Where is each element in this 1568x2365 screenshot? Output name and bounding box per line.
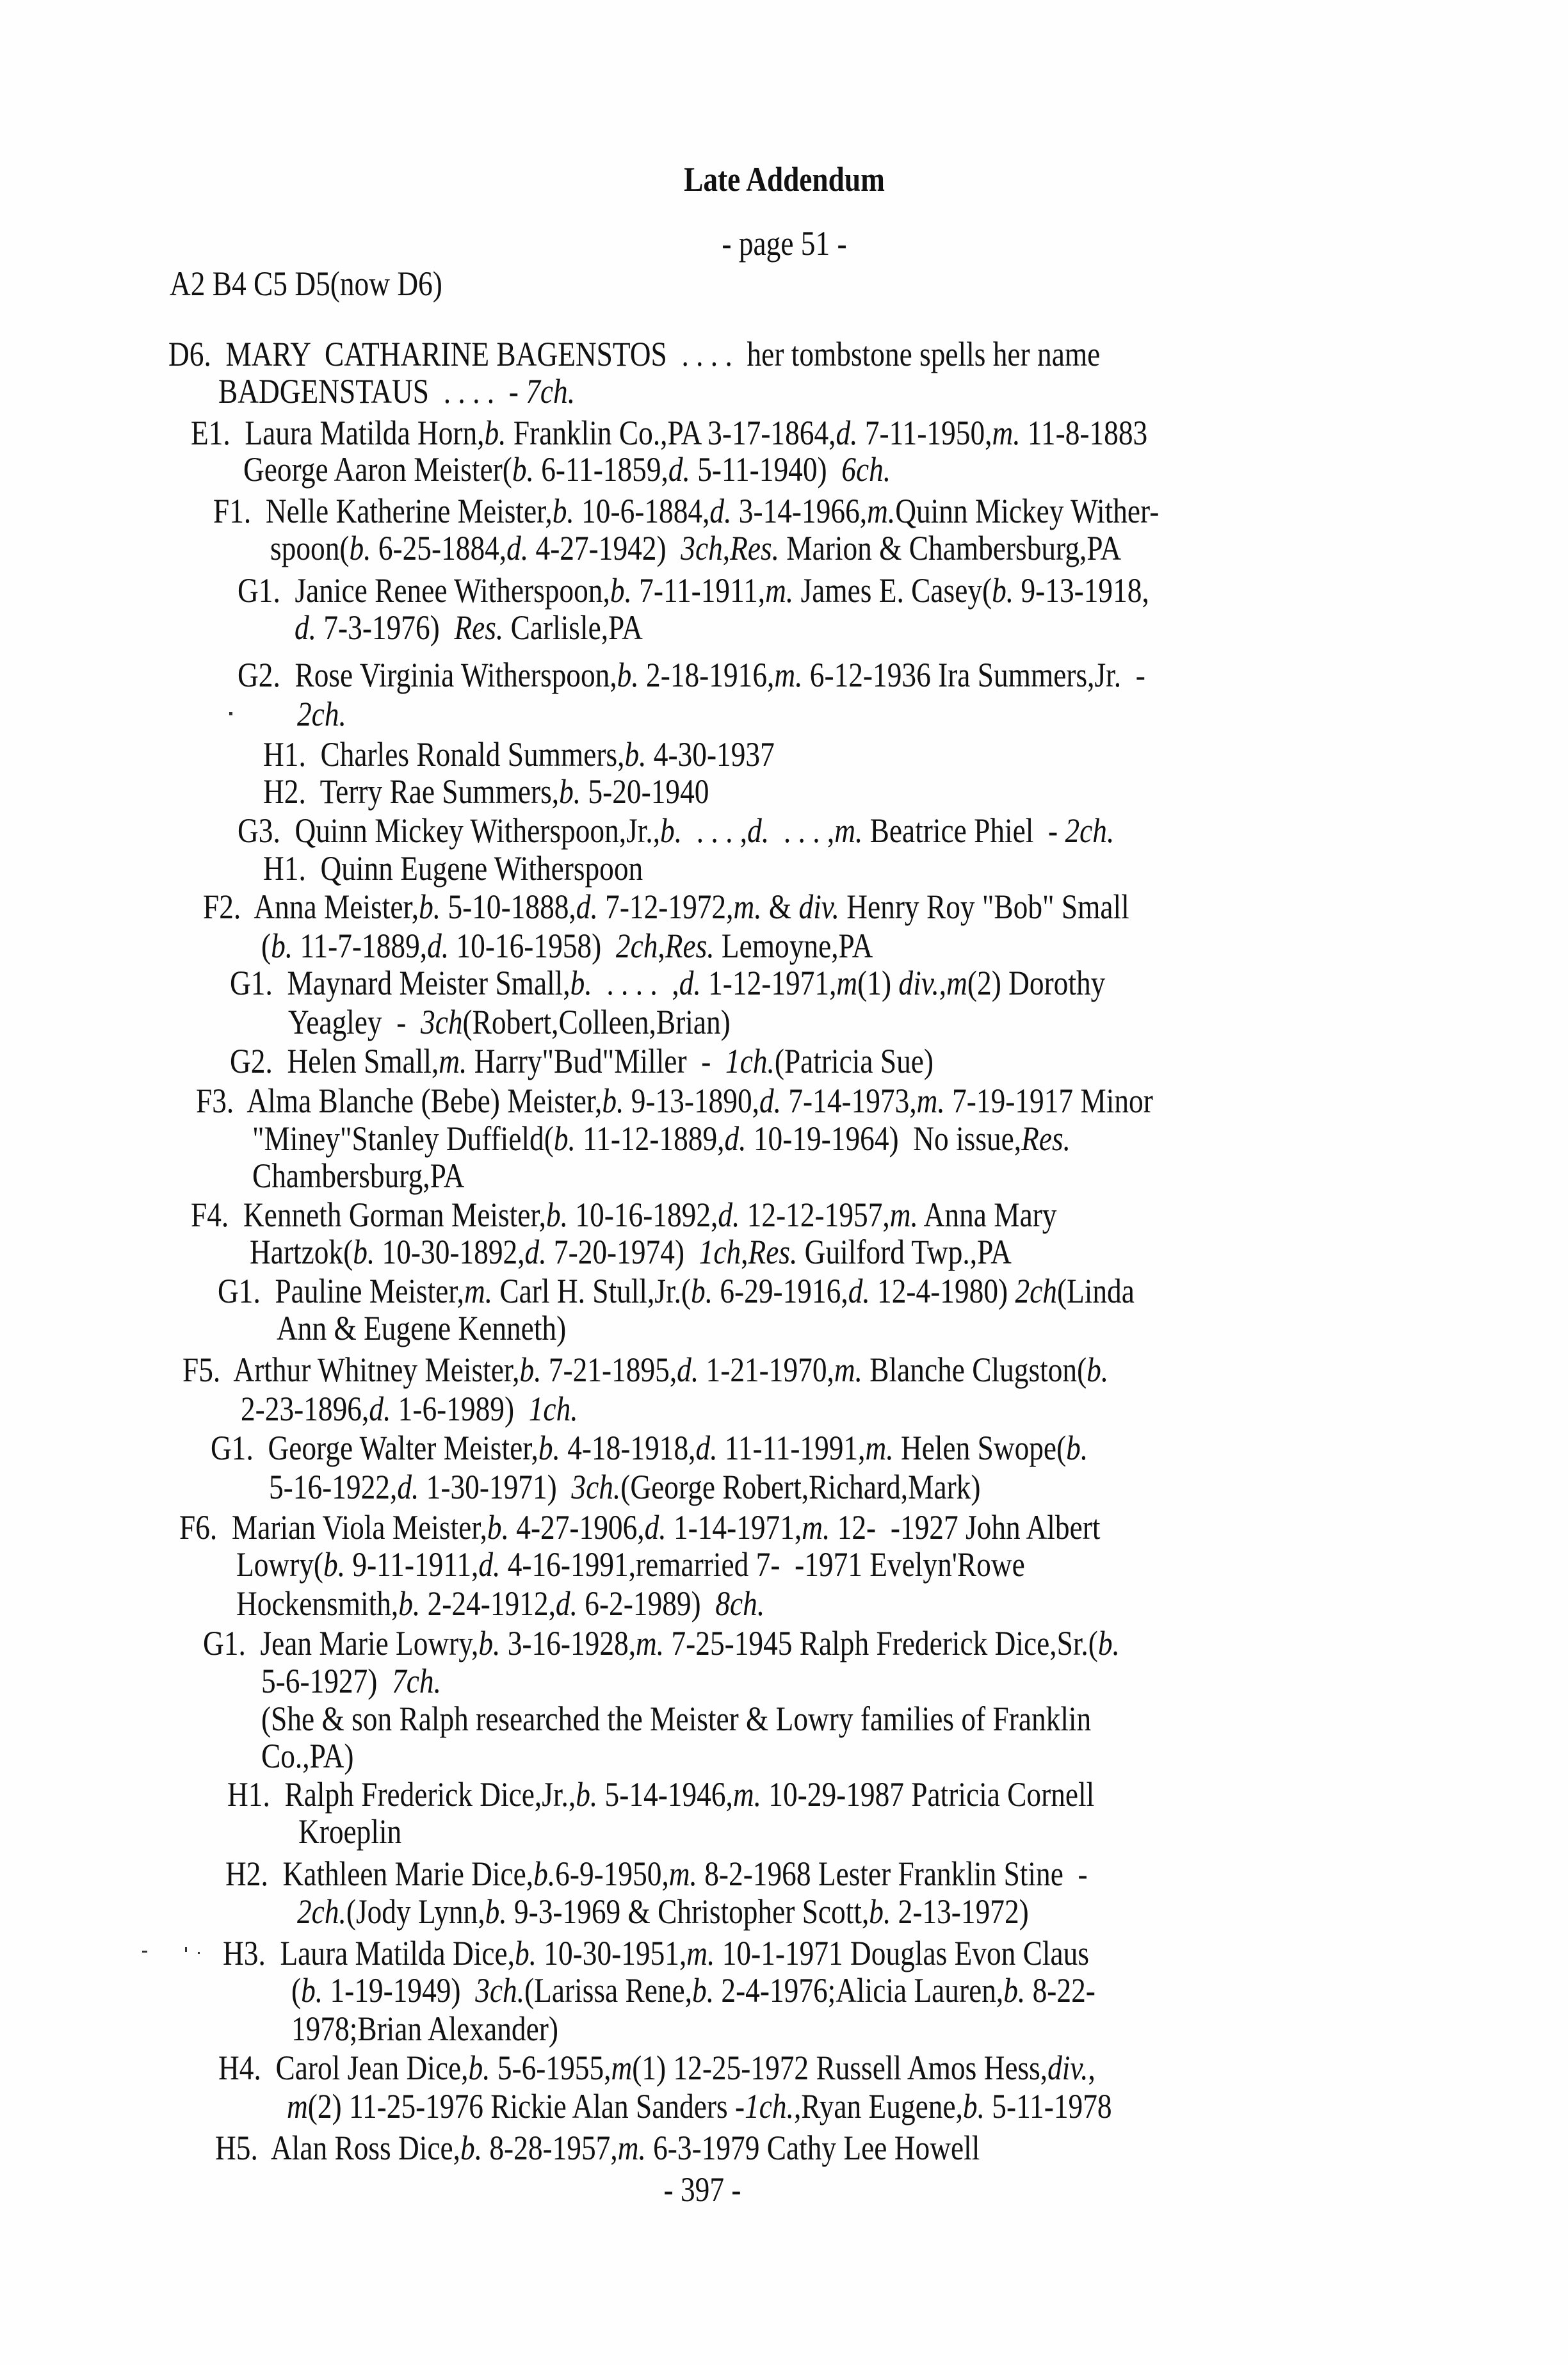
- abbreviation: d.: [555, 1584, 578, 1623]
- abbreviation: 2ch: [1015, 1272, 1057, 1310]
- abbreviation: d.: [848, 1272, 870, 1310]
- abbreviation: m.: [686, 1934, 715, 1972]
- stray-dash-mark: [142, 1951, 147, 1953]
- entry-g1-pauline-line-2: Ann & Eugene Kenneth): [277, 1309, 567, 1347]
- abbreviation: b.: [398, 1584, 421, 1623]
- abbreviation: b.: [519, 1351, 542, 1389]
- abbreviation: d.: [397, 1468, 419, 1506]
- abbreviation: b.: [271, 927, 293, 965]
- entry-d6-line-1: D6. MARY CATHARINE BAGENSTOS . . . . her tombstone spells her name: [168, 335, 1101, 373]
- entry-h4-carol-line-1: H4. Carol Jean Dice,b. 5-6-1955,m(1) 12-25-1972 Russell Amos Hess,div.,: [218, 2049, 1095, 2087]
- abbreviation: b.: [301, 1971, 323, 2010]
- abbreviation: b.: [533, 1855, 556, 1893]
- abbreviation: b.: [617, 656, 639, 694]
- entry-h2-terry: H2. Terry Rae Summers,b. 5-20-1940: [263, 772, 709, 811]
- abbreviation: div.: [798, 888, 839, 926]
- abbreviation: d.: [478, 1545, 501, 1584]
- abbreviation: d.: [576, 888, 598, 926]
- entry-f1-line-2: spoon(b. 6-25-1884,d. 4-27-1942) 3ch,Res. Marion & Chambersburg,PA: [270, 529, 1122, 567]
- entry-h4-carol-line-2: m(2) 11-25-1976 Rickie Alan Sanders -1ch.,Ryan Eugene,b. 5-11-1978: [287, 2087, 1112, 2125]
- abbreviation: d.: [747, 811, 770, 850]
- entry-f4-line-1: F4. Kenneth Gorman Meister,b. 10-16-1892,d. 12-12-1957,m. Anna Mary: [191, 1196, 1057, 1234]
- abbreviation: b.: [484, 414, 506, 452]
- abbreviation: m.: [802, 1508, 830, 1547]
- entry-g1-janice-line-2: d. 7-3-1976) Res. Carlisle,PA: [295, 608, 643, 647]
- abbreviation: 3ch.: [571, 1468, 621, 1506]
- abbreviation: div.: [898, 964, 939, 1002]
- abbreviation: m: [946, 964, 967, 1002]
- abbreviation: m.: [617, 2129, 646, 2167]
- entry-h3-laura-line-1: H3. Laura Matilda Dice,b. 10-30-1951,m. 10-1-1971 Douglas Evon Claus: [223, 1934, 1089, 1972]
- entry-g1-janice-line-1: G1. Janice Renee Witherspoon,b. 7-11-1911,m. James E. Casey(b. 9-13-1918,: [238, 571, 1149, 610]
- abbreviation: m.: [733, 888, 762, 926]
- entry-f6-line-2: Lowry(b. 9-11-1911,d. 4-16-1991,remarried 7- -1971 Evelyn'Rowe: [236, 1545, 1025, 1584]
- abbreviation: m.: [774, 656, 803, 694]
- abbreviation: m.: [834, 811, 863, 850]
- entry-e1-line-2: George Aaron Meister(b. 6-11-1859,d. 5-11-1940) 6ch.: [243, 450, 891, 489]
- abbreviation: b.: [553, 1119, 576, 1158]
- entry-f3-line-1: F3. Alma Blanche (Bebe) Meister,b. 9-13-1890,d. 7-14-1973,m. 7-19-1917 Minor: [196, 1082, 1153, 1120]
- entry-f2-line-1: F2. Anna Meister,b. 5-10-1888,d. 7-12-1972,m. & div. Henry Roy "Bob" Small: [203, 888, 1129, 926]
- abbreviation: m: [287, 2087, 308, 2125]
- abbreviation: b.: [660, 811, 683, 850]
- abbreviation: m.: [889, 1196, 918, 1234]
- abbreviation: b.: [512, 450, 534, 489]
- abbreviation: 7ch.: [526, 372, 576, 410]
- abbreviation: Res.: [1021, 1119, 1071, 1158]
- abbreviation: b.: [349, 529, 371, 567]
- entry-f3-line-2: "Miney"Stanley Duffield(b. 11-12-1889,d. 10-19-1964) No issue,Res.: [252, 1119, 1071, 1158]
- page-reference: - page 51 -: [722, 224, 847, 263]
- abbreviation: d.: [718, 1196, 740, 1234]
- abbreviation: m.: [636, 1624, 665, 1662]
- abbreviation: m.: [834, 1351, 862, 1389]
- entry-g2-rose-line-1: G2. Rose Virginia Witherspoon,b. 2-18-1916,m. 6-12-1936 Ira Summers,Jr. -: [238, 656, 1145, 694]
- abbreviation: 3ch: [681, 529, 723, 567]
- entry-h2-kathleen-line-1: H2. Kathleen Marie Dice,b.6-9-1950,m. 8-2-1968 Lester Franklin Stine -: [225, 1855, 1088, 1893]
- entry-g2-rose-line-2: [297, 695, 346, 733]
- abbreviation: 2ch.: [297, 695, 346, 733]
- abbreviation: Res.: [730, 529, 779, 567]
- entry-f5-line-1: F5. Arthur Whitney Meister,b. 7-21-1895,d. 1-21-1970,m. Blanche Clugston(b.: [182, 1351, 1109, 1389]
- abbreviation: b.: [570, 964, 592, 1002]
- research-note-line-1: (She & son Ralph researched the Meister & Lowry families of Franklin: [261, 1700, 1092, 1738]
- entry-g3-quinn-jr: G3. Quinn Mickey Witherspoon,Jr.,b. . . . ,d. . . . ,m. Beatrice Phiel - 2ch.: [238, 811, 1115, 850]
- abbreviation: b.: [460, 2129, 483, 2167]
- abbreviation: m.: [668, 1855, 697, 1893]
- abbreviation: b.: [514, 1934, 537, 1972]
- abbreviation: m.: [916, 1082, 945, 1120]
- abbreviation: b.: [610, 571, 632, 610]
- abbreviation: d.: [695, 1429, 718, 1467]
- entry-e1-line-1: E1. Laura Matilda Horn,b. Franklin Co.,PA 3-17-1864,d. 7-11-1950,m. 11-8-1883: [191, 414, 1148, 452]
- lineage-code: A2 B4 C5 D5(now D6): [170, 264, 442, 303]
- abbreviation: b.: [692, 1971, 715, 2010]
- abbreviation: b.: [419, 888, 441, 926]
- abbreviation: d.: [369, 1390, 391, 1428]
- research-note-line-2: Co.,PA): [261, 1737, 354, 1775]
- abbreviation: b.: [576, 1775, 598, 1814]
- abbreviation: b.: [353, 1233, 375, 1271]
- abbreviation: d.: [836, 414, 858, 452]
- abbreviation: m.: [992, 414, 1021, 452]
- abbreviation: d.: [668, 450, 690, 489]
- entry-d6-line-2: BADGENSTAUS . . . . - 7ch.: [218, 372, 576, 410]
- abbreviation: b.: [559, 772, 581, 811]
- entry-f4-line-2: Hartzok(b. 10-30-1892,d. 7-20-1974) 1ch,Res. Guilford Twp.,PA: [250, 1233, 1012, 1271]
- abbreviation: b.: [538, 1429, 560, 1467]
- abbreviation: d.: [759, 1082, 782, 1120]
- abbreviation: b.: [624, 735, 647, 774]
- page-title: Late Addendum: [684, 160, 885, 199]
- abbreviation: div.: [1047, 2049, 1088, 2087]
- abbreviation: d.: [679, 964, 701, 1002]
- abbreviation: 3ch: [421, 1003, 463, 1041]
- entry-h1-ralph-line-1: H1. Ralph Frederick Dice,Jr.,b. 5-14-1946,m. 10-29-1987 Patricia Cornell: [227, 1775, 1095, 1814]
- abbreviation: b.: [1003, 1971, 1026, 2010]
- abbreviation: b.: [323, 1545, 346, 1584]
- entry-h2-kathleen-line-2: 2ch.(Jody Lynn,b. 9-3-1969 & Christopher Scott,b. 2-13-1972): [297, 1892, 1029, 1931]
- abbreviation: Res.: [454, 608, 504, 647]
- abbreviation: d.: [677, 1351, 699, 1389]
- entry-f6-line-3: Hockensmith,b. 2-24-1912,d. 6-2-1989) 8ch.: [236, 1584, 765, 1623]
- abbreviation: b.: [546, 1196, 569, 1234]
- abbreviation: m.: [732, 1775, 761, 1814]
- abbreviation: b.: [485, 1892, 507, 1931]
- abbreviation: m.: [439, 1042, 467, 1080]
- abbreviation: 1ch: [699, 1233, 741, 1271]
- abbreviation: Res.: [665, 927, 715, 965]
- entry-h3-laura-line-2: (b. 1-19-1949) 3ch.(Larissa Rene,b. 2-4-1976;Alicia Lauren,b. 8-22-: [291, 1971, 1095, 2010]
- entry-g1-jean-line-1: G1. Jean Marie Lowry,b. 3-16-1928,m. 7-25-1945 Ralph Frederick Dice,Sr.(b.: [203, 1624, 1120, 1662]
- entry-h3-laura-line-3: 1978;Brian Alexander): [291, 2010, 558, 2048]
- abbreviation: d.: [724, 1119, 747, 1158]
- entry-h1-ralph-line-2: Kroeplin: [298, 1812, 402, 1851]
- abbreviation: d.: [709, 492, 732, 530]
- entry-g1-jean-line-2: 5-6-1927) 7ch.: [261, 1662, 441, 1700]
- abbreviation: m: [611, 2049, 633, 2087]
- abbreviation: d.: [524, 1233, 547, 1271]
- entry-g1-george-line-2: 5-16-1922,d. 1-30-1971) 3ch.(George Robert,Richard,Mark): [269, 1468, 981, 1506]
- entry-g1-pauline-line-1: G1. Pauline Meister,m. Carl H. Stull,Jr.(b. 6-29-1916,d. 12-4-1980) 2ch(Linda: [218, 1272, 1135, 1310]
- abbreviation: 3ch.: [475, 1971, 525, 2010]
- page-number: - 397 -: [663, 2170, 741, 2209]
- entry-f3-line-3: Chambersburg,PA: [252, 1157, 465, 1195]
- abbreviation: 2ch.: [297, 1892, 346, 1931]
- abbreviation: b.: [468, 2049, 490, 2087]
- entry-h1-charles: H1. Charles Ronald Summers,b. 4-30-1937: [263, 735, 775, 774]
- abbreviation: 7ch.: [392, 1662, 441, 1700]
- entry-g1-george-line-1: G1. George Walter Meister,b. 4-18-1918,d. 11-11-1991,m. Helen Swope(b.: [211, 1429, 1088, 1467]
- entry-g1-maynard-line-1: G1. Maynard Meister Small,b. . . . . ,d. 1-12-1971,m(1) div.,m(2) Dorothy: [230, 964, 1106, 1002]
- abbreviation: b.: [691, 1272, 713, 1310]
- abbreviation: d.: [506, 529, 529, 567]
- abbreviation: 2ch.: [1065, 811, 1115, 850]
- entry-g1-maynard-line-2: Yeagley - 3ch(Robert,Colleen,Brian): [288, 1003, 731, 1041]
- abbreviation: 1ch.: [528, 1390, 578, 1428]
- entry-h5-alan: H5. Alan Ross Dice,b. 8-28-1957,m. 6-3-1979 Cathy Lee Howell: [215, 2129, 980, 2167]
- abbreviation: b.: [602, 1082, 624, 1120]
- entry-f5-line-2: 2-23-1896,d. 1-6-1989) 1ch.: [241, 1390, 578, 1428]
- abbreviation: 2ch: [615, 927, 658, 965]
- stray-tick-mark: [185, 1947, 187, 1952]
- stray-dot-mark: [229, 712, 232, 715]
- abbreviation: m.: [464, 1272, 493, 1310]
- abbreviation: 1ch.: [725, 1042, 775, 1080]
- entry-f1-line-1: F1. Nelle Katherine Meister,b. 10-6-1884,d. 3-14-1966,m.Quinn Mickey Wither-: [213, 492, 1160, 530]
- abbreviation: d.: [427, 927, 449, 965]
- abbreviation: m.: [865, 1429, 894, 1467]
- abbreviation: b.: [478, 1624, 501, 1662]
- abbreviation: 8ch.: [715, 1584, 765, 1623]
- abbreviation: m: [836, 964, 858, 1002]
- abbreviation: d.: [295, 608, 317, 647]
- entry-f2-line-2: (b. 11-7-1889,d. 10-16-1958) 2ch,Res. Lemoyne,PA: [261, 927, 873, 965]
- abbreviation: b.: [1087, 1351, 1109, 1389]
- stray-dot-mark-2: [198, 1952, 200, 1954]
- abbreviation: b.: [962, 2087, 985, 2125]
- abbreviation: 1ch.: [745, 2087, 794, 2125]
- abbreviation: b.: [1097, 1624, 1120, 1662]
- abbreviation: b.: [1066, 1429, 1088, 1467]
- entry-g2-helen: G2. Helen Small,m. Harry"Bud"Miller - 1ch.(Patricia Sue): [230, 1042, 934, 1080]
- abbreviation: Res.: [748, 1233, 798, 1271]
- abbreviation: m.: [765, 571, 794, 610]
- abbreviation: 6ch.: [841, 450, 891, 489]
- abbreviation: b.: [487, 1508, 509, 1547]
- abbreviation: b.: [552, 492, 574, 530]
- entry-f6-line-1: F6. Marian Viola Meister,b. 4-27-1906,d. 1-14-1971,m. 12- -1927 John Albert: [179, 1508, 1101, 1547]
- abbreviation: m.: [867, 492, 896, 530]
- abbreviation: d.: [644, 1508, 667, 1547]
- abbreviation: b.: [992, 571, 1014, 610]
- abbreviation: b.: [869, 1892, 891, 1931]
- entry-h1-quinn-eugene: H1. Quinn Eugene Witherspoon: [263, 849, 643, 888]
